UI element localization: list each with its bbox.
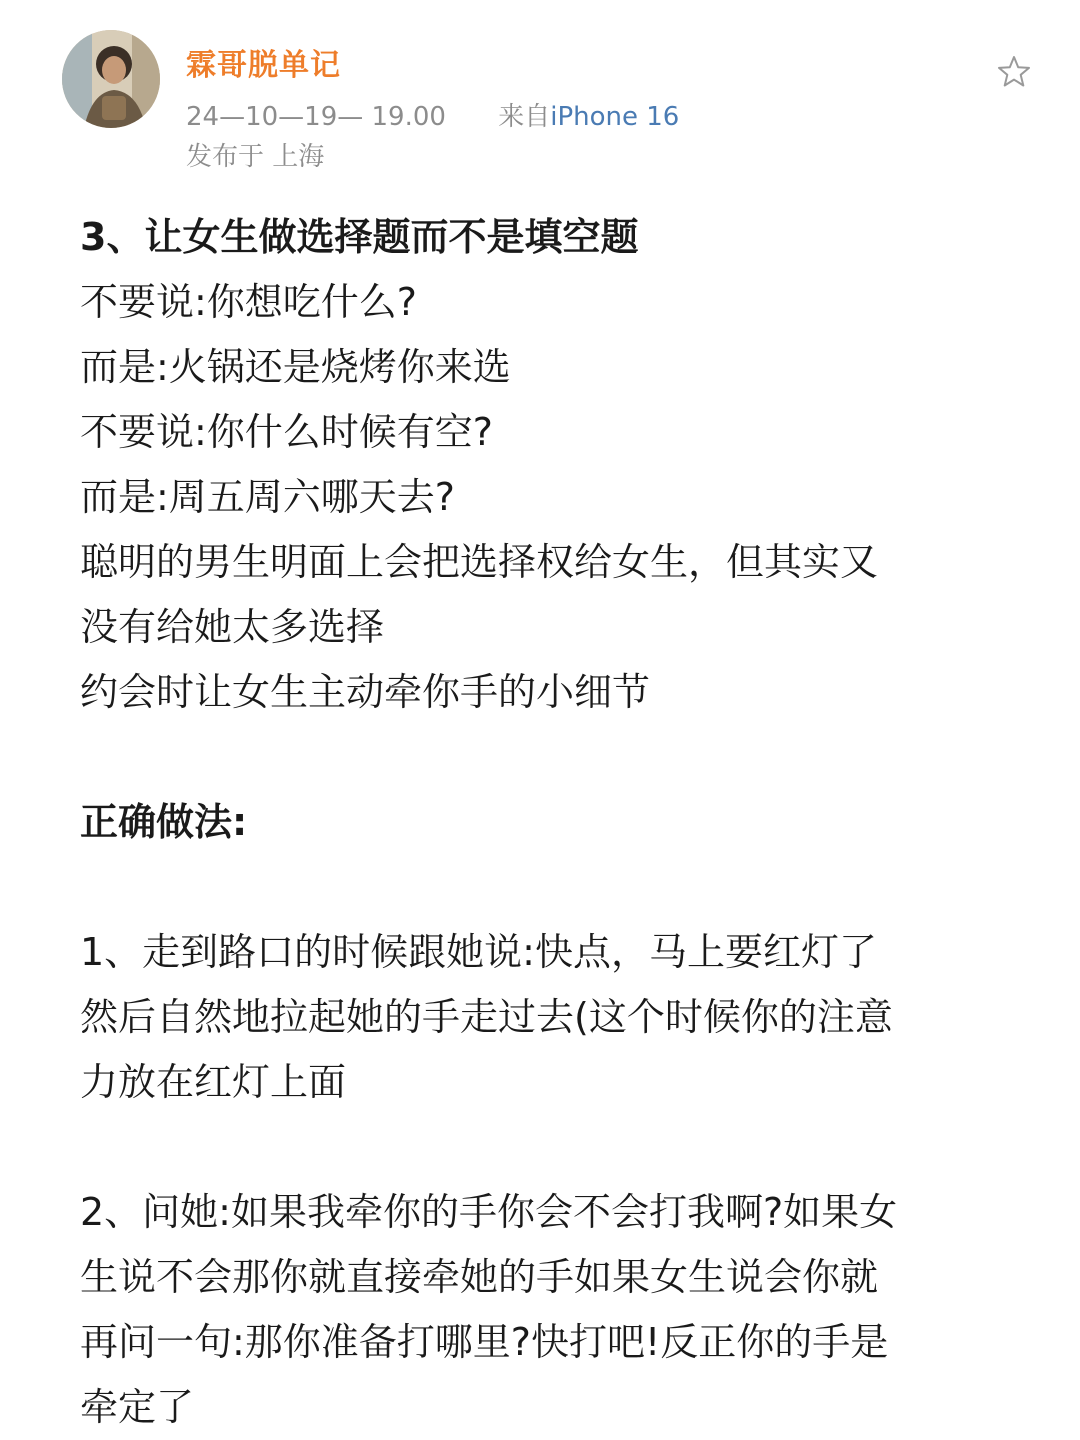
post-location: 发布于 上海 [186,142,325,172]
star-icon [994,52,1034,92]
section-heading: 正确做法: [80,800,248,844]
avatar-image [62,30,160,128]
text-line: 1、走到路口的时候跟她说:快点，马上要红灯了 [80,930,877,974]
author-name[interactable]: 霖哥脱单记 [186,48,341,83]
post-body [80,205,1020,1440]
avatar[interactable] [62,30,160,128]
text-line: 不要说:你什么时候有空? [80,410,493,454]
source-prefix: 来自 [498,102,551,132]
text-line: 牵定了 [80,1385,195,1429]
text-line: 聪明的男生明面上会把选择权给女生，但其实又 [80,540,879,584]
text-line: 2、问她:如果我牵你的手你会不会打我啊?如果女 [80,1190,898,1234]
post-source [498,102,679,132]
spacer [80,855,1020,920]
spacer [80,1115,1020,1180]
device-name[interactable]: iPhone 16 [550,102,680,132]
text-line: 约会时让女生主动牵你手的小细节 [80,670,651,714]
post-meta [186,96,679,133]
post-date: 24—10—19— 19.00 [186,102,446,132]
text-line: 生说不会那你就直接牵她的手如果女生说会你就 [80,1255,879,1299]
text-line: 而是:火锅还是烧烤你来选 [80,345,511,389]
text-line: 而是:周五周六哪天去? [80,475,455,519]
section-heading: 3、让女生做选择题而不是填空题 [80,215,639,259]
spacer [80,725,1020,790]
text-line: 然后自然地拉起她的手走过去(这个时候你的注意 [80,995,893,1039]
text-line: 再问一句:那你准备打哪里?快打吧!反正你的手是 [80,1320,889,1364]
text-line: 没有给她太多选择 [80,605,385,649]
text-line: 不要说:你想吃什么? [80,280,417,324]
favorite-button[interactable] [994,52,1034,92]
post-header [0,0,1080,190]
text-line: 力放在红灯上面 [80,1060,347,1104]
